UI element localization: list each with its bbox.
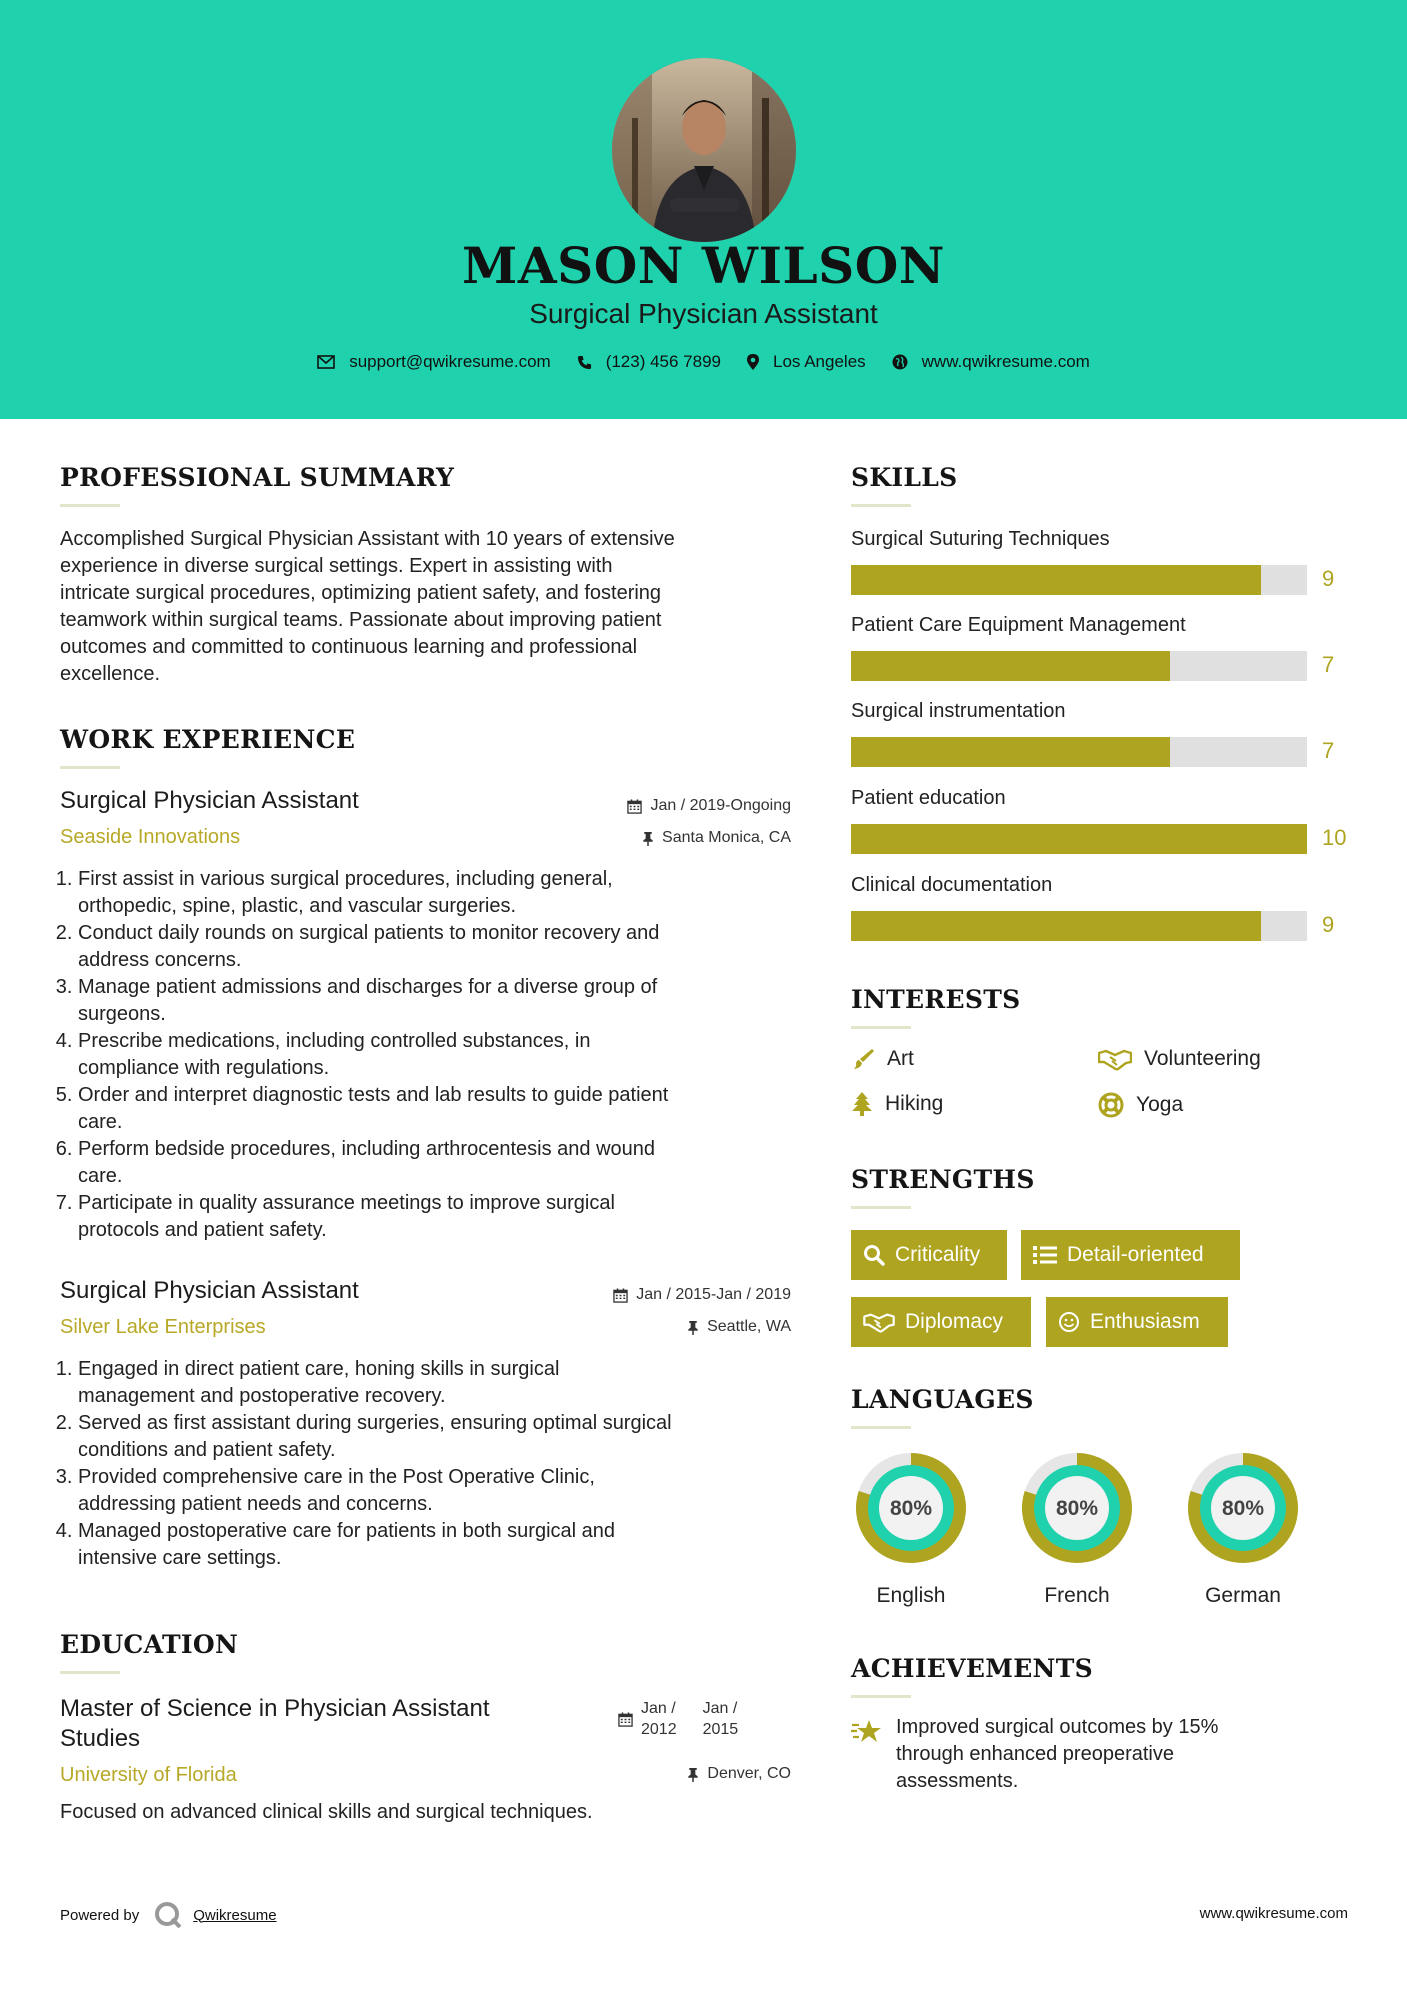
globe-icon (892, 354, 908, 370)
strength-tag (851, 1230, 1007, 1280)
list-item-line: Order and interpret diagnostic tests and lab results to guide patient (78, 1084, 669, 1106)
handshake-icon (863, 1311, 895, 1333)
strengths-underline (851, 1206, 911, 1209)
job-date (627, 797, 791, 815)
pin-icon (642, 831, 654, 846)
skill-label: Clinical documentation (851, 874, 1053, 896)
list-item (78, 1464, 818, 1518)
list-item (78, 974, 818, 1028)
job-title: Surgical Physician Assistant (60, 1277, 359, 1304)
interest-label: Hiking (885, 1092, 944, 1115)
skill-label: Patient education (851, 787, 1006, 809)
interest-label: Art (887, 1047, 914, 1070)
contact-bar (0, 352, 1407, 372)
strengths-heading: STRENGTHS (851, 1165, 1035, 1194)
summary-line: outcomes and committed to continuous learning and professional (60, 636, 638, 658)
experience-heading: WORK EXPERIENCE (60, 725, 356, 754)
profile-photo (612, 58, 796, 242)
interest-label: Yoga (1136, 1093, 1184, 1116)
list-item-line: Manage patient admissions and discharges for a diverse group of (78, 976, 658, 998)
list-item-line: protocols and patient safety. (78, 1219, 327, 1241)
skill-bar (851, 737, 1307, 767)
summary-line: excellence. (60, 663, 161, 685)
summary-text (60, 526, 820, 688)
contact-location-text: Los Angeles (773, 352, 866, 371)
skills-heading: SKILLS (851, 463, 958, 492)
job-date-text: Jan / 2015-Jan / 2019 (636, 1286, 791, 1303)
list-item (78, 1410, 818, 1464)
education-underline (60, 1671, 120, 1674)
strength-tag (1046, 1297, 1228, 1347)
smile-icon (1058, 1311, 1080, 1333)
contact-phone-text: (123) 456 7899 (605, 352, 722, 371)
interest-item (1098, 1092, 1183, 1118)
interests-underline (851, 1026, 911, 1029)
interest-item (1098, 1047, 1261, 1071)
list-item-line: management and postoperative recovery. (78, 1385, 446, 1407)
skill-value: 7 (1322, 652, 1335, 677)
education-start-month: Jan / (641, 1700, 676, 1717)
list-item-line: compliance with regulations. (78, 1057, 330, 1079)
skill-bar-fill (851, 737, 1170, 767)
skill-label: Patient Care Equipment Management (851, 614, 1186, 636)
gauge-percent: 80% (1221, 1497, 1265, 1520)
list-item (78, 1082, 818, 1136)
skill-label: Surgical Suturing Techniques (851, 528, 1110, 550)
gauge-percent: 80% (1055, 1497, 1099, 1520)
job-date (613, 1286, 791, 1304)
skill-label: Surgical instrumentation (851, 700, 1066, 722)
languages-underline (851, 1426, 911, 1429)
summary-line: intricate surgical procedures, optimizing patient safety, and fostering (60, 582, 662, 604)
calendar-icon (613, 1288, 628, 1303)
job-company: Silver Lake Enterprises (60, 1316, 266, 1338)
job-location-text: Santa Monica, CA (662, 829, 791, 846)
achievements-heading: ACHIEVEMENTS (851, 1654, 1093, 1683)
summary-line: teamwork within surgical teams. Passionate about improving patient (60, 609, 662, 631)
list-item-line: Served as first assistant during surgeries, ensuring optimal surgical (78, 1412, 672, 1434)
contact-email-text: support@qwikresume.com (349, 352, 551, 371)
list-item (78, 866, 818, 920)
calendar-icon (627, 799, 642, 814)
job-responsibilities (58, 1356, 818, 1572)
pin-icon (687, 1320, 699, 1335)
language-gauge (849, 1446, 973, 1570)
list-item-line: care. (78, 1111, 123, 1133)
languages-heading: LANGUAGES (851, 1385, 1034, 1414)
list-item-line: Engaged in direct patient care, honing skills in surgical (78, 1358, 560, 1380)
education-school: University of Florida (60, 1764, 237, 1786)
list-item-line: Prescribe medications, including controlled substances, in (78, 1030, 591, 1052)
list-item-line: intensive care settings. (78, 1547, 282, 1569)
job-location (642, 829, 791, 847)
candidate-name: MASON WILSON (462, 236, 945, 295)
list-item-line: Provided comprehensive care in the Post Operative Clinic, (78, 1466, 595, 1488)
contact-website[interactable] (892, 352, 1090, 372)
list-item-line: Participate in quality assurance meetings to improve surgical (78, 1192, 615, 1214)
achievements-underline (851, 1695, 911, 1698)
skill-value: 10 (1322, 825, 1347, 850)
experience-underline (60, 766, 120, 769)
handshake-icon (1098, 1047, 1132, 1071)
achievement-line: assessments. (896, 1770, 1019, 1792)
skill-bar-fill (851, 911, 1261, 941)
search-icon (863, 1244, 885, 1266)
skill-bar-fill (851, 651, 1170, 681)
list-item (78, 1136, 818, 1190)
education-location-text: Denver, CO (707, 1765, 791, 1782)
interest-item (851, 1047, 914, 1071)
contact-email[interactable] (317, 352, 551, 372)
job-company: Seaside Innovations (60, 826, 241, 848)
achievement-line: through enhanced preoperative (896, 1743, 1174, 1765)
star-medal-icon (851, 1718, 883, 1746)
list-item (78, 1518, 818, 1572)
skill-bar (851, 565, 1307, 595)
education-heading: EDUCATION (60, 1630, 239, 1659)
list-item-line: Conduct daily rounds on surgical patients to monitor recovery and (78, 922, 660, 944)
achievement-text (896, 1714, 1218, 1795)
strength-tag (1021, 1230, 1240, 1280)
strength-tag (851, 1297, 1031, 1347)
list-item-line: address concerns. (78, 949, 242, 971)
lifering-icon (1098, 1092, 1124, 1118)
list-item-line: orthopedic, spine, plastic, and vascular surgeries. (78, 895, 517, 917)
list-item-line: Managed postoperative care for patients in both surgical and (78, 1520, 616, 1542)
language-gauge (1015, 1446, 1139, 1570)
list-item-line: addressing patient needs and concerns. (78, 1493, 433, 1515)
education-degree (60, 1694, 490, 1754)
achievement-line: Improved surgical outcomes by 15% (896, 1716, 1219, 1738)
interest-label: Volunteering (1144, 1047, 1261, 1070)
strength-label: Enthusiasm (1090, 1310, 1200, 1333)
brand-link[interactable]: Qwikresume (193, 1906, 277, 1924)
job-location (687, 1318, 791, 1336)
list-item (78, 1028, 818, 1082)
summary-underline (60, 504, 120, 507)
skills-underline (851, 504, 911, 507)
education-start-year: 2012 (641, 1721, 677, 1738)
skill-bar-fill (851, 565, 1261, 595)
education-end-month: Jan / (702, 1700, 738, 1717)
language-name: German (1205, 1584, 1281, 1607)
tree-icon (851, 1092, 873, 1116)
powered-by-text: Powered by (60, 1906, 140, 1924)
profile-photo-illustration (612, 58, 796, 242)
brush-icon (851, 1047, 875, 1071)
skill-bar (851, 911, 1307, 941)
language-name: French (1044, 1584, 1110, 1607)
list-item-line: Perform bedside procedures, including arthrocentesis and wound (78, 1138, 656, 1160)
education-description: Focused on advanced clinical skills and surgical techniques. (60, 1801, 593, 1823)
contact-location (747, 352, 866, 372)
skill-value: 7 (1322, 738, 1335, 763)
footer-website[interactable]: www.qwikresume.com (1199, 1905, 1348, 1922)
pin-icon (687, 1767, 699, 1782)
list-item-line: care. (78, 1165, 123, 1187)
job-responsibilities (58, 866, 818, 1244)
list-item-line: conditions and patient safety. (78, 1439, 336, 1461)
skill-bar (851, 651, 1307, 681)
education-degree-line: Master of Science in Physician Assistant (60, 1695, 490, 1722)
language-gauge (1181, 1446, 1305, 1570)
footer-powered-by (60, 1900, 277, 1930)
education-degree-line: Studies (60, 1725, 141, 1752)
strength-label: Diplomacy (905, 1310, 1004, 1333)
resume-header (0, 0, 1407, 419)
candidate-title: Surgical Physician Assistant (529, 298, 878, 329)
interest-item (851, 1092, 943, 1116)
contact-website-text: www.qwikresume.com (921, 352, 1090, 371)
calendar-icon (618, 1712, 633, 1727)
envelope-icon (317, 355, 335, 369)
interests-heading: INTERESTS (851, 985, 1021, 1014)
list-item-line: surgeons. (78, 1003, 166, 1025)
strength-label: Detail-oriented (1067, 1243, 1204, 1266)
list-item (78, 1190, 818, 1244)
list-icon (1033, 1245, 1057, 1265)
list-item (78, 920, 818, 974)
gauge-percent: 80% (889, 1497, 933, 1520)
list-item-line: First assist in various surgical procedures, including general, (78, 868, 613, 890)
job-title: Surgical Physician Assistant (60, 787, 359, 814)
summary-heading: PROFESSIONAL SUMMARY (60, 463, 455, 492)
strength-label: Criticality (895, 1243, 981, 1266)
skill-value: 9 (1322, 566, 1335, 591)
language-name: English (876, 1584, 946, 1607)
list-item (78, 1356, 818, 1410)
qwikresume-logo-icon (153, 1900, 183, 1930)
skill-bar (851, 824, 1307, 854)
education-start (641, 1698, 677, 1740)
education-end-year: 2015 (702, 1721, 739, 1738)
education-end (703, 1698, 739, 1740)
education-dates (618, 1698, 738, 1740)
contact-phone[interactable] (577, 352, 721, 372)
job-date-text: Jan / 2019-Ongoing (650, 797, 791, 814)
summary-line: Accomplished Surgical Physician Assistant with 10 years of extensive (60, 528, 675, 550)
phone-icon (577, 355, 592, 370)
skill-bar-fill (851, 824, 1307, 854)
job-location-text: Seattle, WA (707, 1318, 791, 1335)
map-marker-icon (747, 354, 759, 370)
skill-value: 9 (1322, 912, 1335, 937)
summary-line: experience in diverse surgical settings. Expert in assisting with (60, 555, 613, 577)
education-location (687, 1765, 791, 1783)
